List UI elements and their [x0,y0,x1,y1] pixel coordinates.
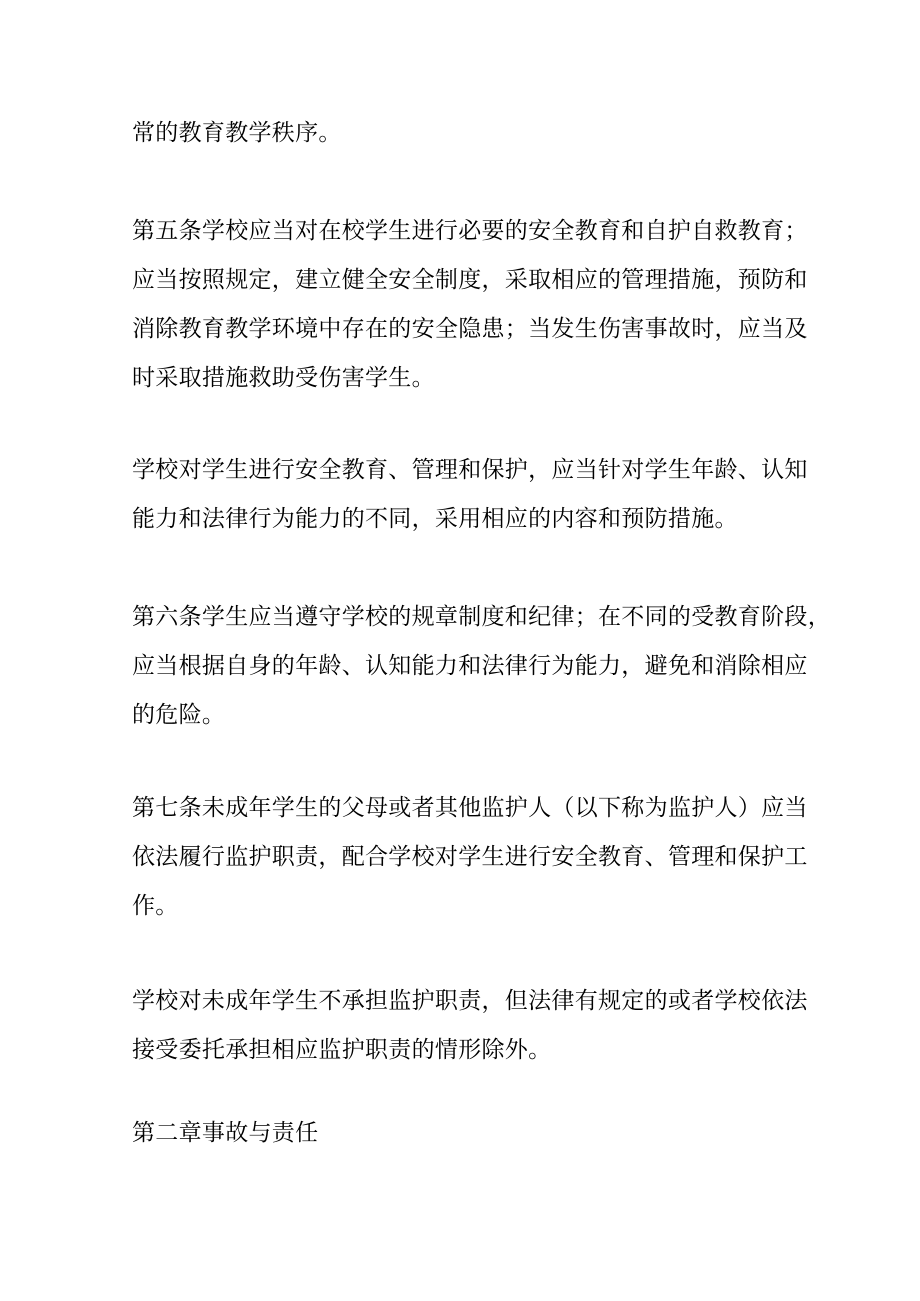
text-line: 常的教育教学秩序。 [132,120,342,146]
chapter-heading [132,1109,802,1158]
text-line: 第五条学校应当对在校学生进行必要的安全教育和自护自救教育； [132,218,808,244]
text-line: 应当按照规定，建立健全安全制度，采取相应的管理措施，预防和 [132,267,808,293]
text-line: 应当根据自身的年龄、认知能力和法律行为能力，避免和消除相应 [132,653,808,679]
text-line: 的危险。 [132,702,226,728]
paragraph-safety-education [132,446,808,544]
text-line: 能力和法律行为能力的不同，采用相应的内容和预防措施。 [132,506,738,532]
text-line: 学校对学生进行安全教育、管理和保护，应当针对学生年龄、认知 [132,457,808,483]
paragraph-continuation [132,109,802,158]
text-line: 第六条学生应当遵守学校的规章制度和纪律；在不同的受教育阶段， [132,604,831,630]
text-line: 作。 [132,893,179,919]
text-line: 学校对未成年学生不承担监护职责，但法律有规定的或者学校依法 [132,988,808,1014]
text-line: 消除教育教学环境中存在的安全隐患；当发生伤害事故时，应当及 [132,316,808,342]
paragraph-article-6 [132,593,831,740]
text-line: 依法履行监护职责，配合学校对学生进行安全教育、管理和保护工 [132,844,808,870]
text-line: 第二章事故与责任 [132,1120,319,1146]
paragraph-article-7 [132,784,808,931]
paragraph-guardianship [132,977,808,1075]
paragraph-article-5 [132,207,808,403]
text-line: 第七条未成年学生的父母或者其他监护人（以下称为监护人）应当 [132,795,808,821]
text-line: 接受委托承担相应监护职责的情形除外。 [132,1037,552,1063]
text-line: 时采取措施救助受伤害学生。 [132,365,435,391]
